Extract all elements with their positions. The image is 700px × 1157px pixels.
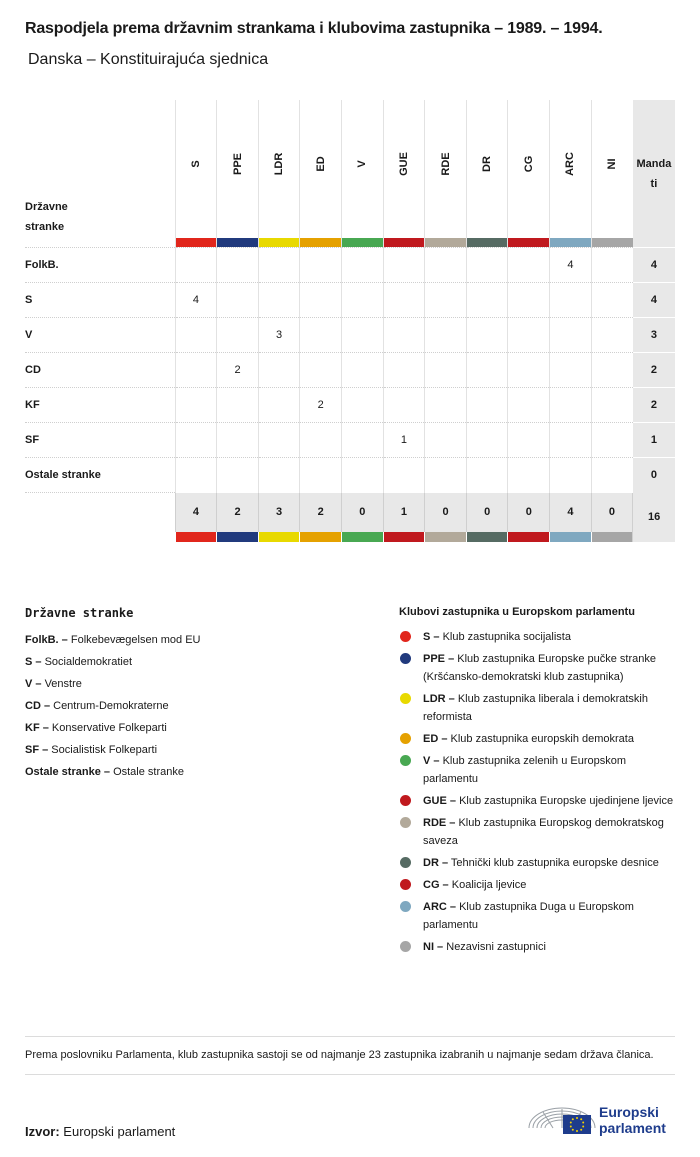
row-total: 3 [633, 318, 675, 353]
seat-cell [383, 353, 425, 388]
seat-distribution-table [25, 100, 675, 542]
seat-cell [591, 388, 633, 423]
seat-cell [342, 423, 384, 458]
logo-line2: parlament [599, 1120, 666, 1136]
club-column-header [342, 100, 384, 248]
table-row [25, 388, 675, 423]
column-total: 1 [383, 493, 425, 533]
seat-cell [217, 318, 259, 353]
seat-cell [508, 458, 550, 493]
club-color-bar [342, 238, 383, 247]
party-legend-item [25, 651, 365, 673]
club-header-label: ARC [564, 152, 577, 176]
club-color-bar [467, 238, 508, 247]
party-name: KF [25, 388, 175, 423]
seat-cell [258, 248, 300, 283]
seat-cell [466, 248, 508, 283]
row-total: 2 [633, 388, 675, 423]
club-legend-name: Klub zastupnika liberala i demokratskih reformista [423, 693, 648, 723]
seat-cell [300, 248, 342, 283]
party-legend-abbr: FolkB. – [25, 634, 68, 646]
club-color-dot [400, 755, 411, 766]
seat-cell [466, 353, 508, 388]
club-legend-abbr: PPE – [423, 653, 455, 665]
seat-cell [342, 248, 384, 283]
club-legend-name: Klub zastupnika zelenih u Europskom parlamentu [423, 755, 627, 785]
club-legend-abbr: V – [423, 755, 440, 767]
club-color-dot [400, 941, 411, 952]
club-column-header [175, 100, 217, 248]
seat-cell [258, 353, 300, 388]
seat-cell [425, 353, 467, 388]
table-row [25, 353, 675, 388]
column-total: 0 [508, 493, 550, 533]
club-color-bar [508, 238, 549, 247]
seat-cell: 2 [300, 388, 342, 423]
party-name: SF [25, 423, 175, 458]
seat-cell [550, 318, 592, 353]
seat-cell [217, 458, 259, 493]
party-legend-item [25, 629, 365, 651]
chart-subtitle: Danska – Konstituirajuća sjednica [28, 51, 269, 68]
club-legend-title: Klubovi zastupnika u Europskom parlamentu [399, 606, 635, 618]
club-legend-item [399, 854, 679, 872]
club-header-label: LDR [273, 152, 286, 176]
seat-cell [550, 388, 592, 423]
hemicycle-icon [527, 1098, 597, 1138]
party-legend-abbr: CD – [25, 700, 51, 712]
club-legend-abbr: S – [423, 631, 440, 643]
club-legend-item [399, 730, 679, 748]
club-legend-abbr: ARC – [423, 901, 457, 913]
club-column-header [425, 100, 467, 248]
club-color-dot [400, 733, 411, 744]
column-total: 4 [175, 493, 217, 533]
seat-cell [591, 458, 633, 493]
party-legend-abbr: KF – [25, 722, 49, 734]
table-row [25, 458, 675, 493]
seat-cell [466, 283, 508, 318]
club-legend-name: Klub zastupnika Duga u Europskom parlamentu [423, 901, 634, 931]
club-header-label: RDE [439, 152, 452, 176]
club-color-dot [400, 901, 411, 912]
club-color-dot [400, 653, 411, 664]
party-legend-name: Folkebevægelsen mod EU [70, 634, 201, 646]
party-legend-name: Centrum-Demokraterne [53, 700, 169, 712]
seat-cell [508, 318, 550, 353]
column-total: 4 [550, 493, 592, 533]
seat-cell [258, 423, 300, 458]
color-bars-blank [25, 532, 175, 542]
party-legend-item [25, 761, 365, 783]
party-legend-name: Konservative Folkeparti [51, 722, 167, 734]
seat-cell [258, 388, 300, 423]
club-header-label: NI [606, 158, 619, 170]
seat-cell [258, 458, 300, 493]
seat-cell [217, 248, 259, 283]
seat-cell [466, 318, 508, 353]
seat-cell [217, 283, 259, 318]
seat-cell: 1 [383, 423, 425, 458]
club-column-header [591, 100, 633, 248]
seat-cell [217, 423, 259, 458]
seat-cell [425, 283, 467, 318]
club-legend-abbr: LDR – [423, 693, 455, 705]
club-color-bar [300, 532, 342, 542]
seat-cell [591, 318, 633, 353]
seat-cell [342, 283, 384, 318]
club-color-bar [175, 532, 217, 542]
club-header-label: S [189, 160, 202, 168]
seat-cell [175, 458, 217, 493]
seat-cell [425, 423, 467, 458]
club-legend-abbr: RDE – [423, 817, 456, 829]
club-color-bar [217, 532, 259, 542]
seat-cell [175, 318, 217, 353]
club-legend-abbr: CG – [423, 879, 449, 891]
club-header-label: GUE [397, 152, 410, 176]
club-legend-name: Klub zastupnika socijalista [442, 631, 571, 643]
row-total: 4 [633, 283, 675, 318]
seat-cell [258, 283, 300, 318]
seat-cell [342, 353, 384, 388]
totals-row-blank [25, 493, 175, 533]
party-legend-abbr: SF – [25, 744, 49, 756]
party-legend [25, 606, 365, 783]
club-legend-item [399, 752, 679, 788]
seat-cell [175, 423, 217, 458]
seat-cell [383, 248, 425, 283]
party-legend-item [25, 695, 365, 717]
seat-cell [300, 283, 342, 318]
source-label: Izvor: [25, 1124, 60, 1139]
row-total: 4 [633, 248, 675, 283]
column-total: 0 [591, 493, 633, 533]
club-legend-name: Klub zastupnika Europske pučke stranke (Kršćansko-demokratski klub zastupnika) [423, 653, 656, 683]
party-legend-title: Državne stranke [25, 606, 134, 620]
seat-cell [300, 353, 342, 388]
club-color-bar [425, 238, 466, 247]
party-legend-name: Venstre [44, 678, 82, 690]
club-column-header [466, 100, 508, 248]
seat-cell [425, 318, 467, 353]
seat-cell [383, 283, 425, 318]
party-name: V [25, 318, 175, 353]
party-column-header: Državne stranke [25, 201, 68, 233]
party-legend-abbr: Ostale stranke – [25, 766, 110, 778]
club-legend-item [399, 814, 679, 850]
seat-cell [508, 423, 550, 458]
club-legend-abbr: DR – [423, 857, 449, 869]
club-color-bar [383, 532, 425, 542]
club-legend-abbr: GUE – [423, 795, 457, 807]
seat-cell [591, 248, 633, 283]
seat-cell [425, 458, 467, 493]
club-header-label: DR [481, 156, 494, 172]
party-legend-name: Ostale stranke [113, 766, 184, 778]
table-row [25, 423, 675, 458]
party-name: CD [25, 353, 175, 388]
club-legend-item [399, 690, 679, 726]
club-legend-item [399, 650, 679, 686]
club-legend [399, 606, 679, 960]
club-color-bar [258, 532, 300, 542]
seat-cell [300, 458, 342, 493]
column-total: 2 [217, 493, 259, 533]
club-legend-item [399, 628, 679, 646]
club-legend-item [399, 898, 679, 934]
seat-cell [175, 248, 217, 283]
club-column-header [300, 100, 342, 248]
seat-cell [342, 458, 384, 493]
footnote: Prema poslovniku Parlamenta, klub zastupnika sastoji se od najmanje 23 zastupnika izabranih u najmanje sedam država članica. [25, 1036, 675, 1075]
club-column-header [508, 100, 550, 248]
seat-cell [300, 423, 342, 458]
club-legend-name: Tehnički klub zastupnika europske desnice [450, 857, 659, 869]
club-color-bar [550, 532, 592, 542]
club-legend-name: Klub zastupnika Europske ujedinjene ljevice [459, 795, 674, 807]
club-color-bar [384, 238, 425, 247]
seat-cell [550, 353, 592, 388]
seat-cell [300, 318, 342, 353]
party-legend-abbr: V – [25, 678, 42, 690]
seat-cell: 3 [258, 318, 300, 353]
club-color-bar [591, 532, 633, 542]
seat-cell [342, 388, 384, 423]
seat-cell [466, 458, 508, 493]
table-row [25, 283, 675, 318]
european-parliament-logo [527, 1098, 677, 1138]
club-legend-name: Klub zastupnika europskih demokrata [450, 733, 634, 745]
seat-cell [175, 353, 217, 388]
club-legend-abbr: ED – [423, 733, 448, 745]
club-legend-abbr: NI – [423, 941, 444, 953]
seat-cell [425, 388, 467, 423]
club-header-label: V [356, 160, 369, 168]
column-total: 2 [300, 493, 342, 533]
club-legend-item [399, 792, 679, 810]
seat-cell: 2 [217, 353, 259, 388]
club-color-bar [592, 238, 633, 247]
column-total: 0 [342, 493, 384, 533]
club-color-bar [300, 238, 341, 247]
club-color-bar [550, 238, 591, 247]
seat-cell [383, 388, 425, 423]
seat-cell: 4 [550, 248, 592, 283]
club-color-dot [400, 879, 411, 890]
party-legend-name: Socialistisk Folkeparti [51, 744, 158, 756]
seat-cell: 4 [175, 283, 217, 318]
party-legend-abbr: S – [25, 656, 42, 668]
column-total: 0 [466, 493, 508, 533]
seat-cell [550, 283, 592, 318]
club-column-header [217, 100, 259, 248]
seat-cell [550, 458, 592, 493]
seat-cell [591, 283, 633, 318]
club-color-dot [400, 693, 411, 704]
party-name: Ostale stranke [25, 458, 175, 493]
seat-cell [425, 248, 467, 283]
party-legend-item [25, 739, 365, 761]
source [25, 1124, 175, 1139]
seat-cell [591, 353, 633, 388]
club-header-label: ED [314, 156, 327, 172]
club-color-bar [508, 532, 550, 542]
row-total: 0 [633, 458, 675, 493]
seat-cell [550, 423, 592, 458]
club-color-bar [425, 532, 467, 542]
column-total: 0 [425, 493, 467, 533]
seat-cell [466, 423, 508, 458]
party-name: FolkB. [25, 248, 175, 283]
grand-total: 16 [633, 493, 675, 543]
club-color-bar [217, 238, 258, 247]
party-legend-item [25, 717, 365, 739]
source-value: Europski parlament [63, 1124, 176, 1139]
club-header-label: CG [522, 155, 535, 173]
club-legend-name: Koalicija ljevice [451, 879, 527, 891]
table-row [25, 318, 675, 353]
seat-cell [508, 353, 550, 388]
logo-line1: Europski [599, 1104, 659, 1120]
club-column-header [383, 100, 425, 248]
club-color-bar [466, 532, 508, 542]
row-total: 2 [633, 353, 675, 388]
color-bars-row [25, 532, 675, 542]
seat-cell [508, 283, 550, 318]
club-color-dot [400, 631, 411, 642]
seat-cell [508, 248, 550, 283]
seat-cell [591, 423, 633, 458]
club-color-bar [259, 238, 300, 247]
seat-cell [383, 318, 425, 353]
club-column-header [550, 100, 592, 248]
club-header-label: PPE [231, 152, 244, 176]
seat-cell [175, 388, 217, 423]
club-legend-name: Nezavisni zastupnici [446, 941, 546, 953]
club-color-dot [400, 857, 411, 868]
club-color-dot [400, 795, 411, 806]
club-color-bar [176, 238, 217, 247]
club-legend-item [399, 938, 679, 956]
club-legend-item [399, 876, 679, 894]
table-row [25, 248, 675, 283]
seat-cell [508, 388, 550, 423]
party-legend-name: Socialdemokratiet [44, 656, 133, 668]
total-column-header: Manda ti [633, 100, 675, 248]
column-total: 3 [258, 493, 300, 533]
seat-cell [217, 388, 259, 423]
party-legend-item [25, 673, 365, 695]
club-column-header [258, 100, 300, 248]
seat-cell [342, 318, 384, 353]
chart-title: Raspodjela prema državnim strankama i klubovima zastupnika – 1989. – 1994. [25, 20, 603, 37]
totals-row [25, 493, 675, 533]
club-color-bar [342, 532, 384, 542]
seat-cell [466, 388, 508, 423]
row-total: 1 [633, 423, 675, 458]
club-color-dot [400, 817, 411, 828]
party-name: S [25, 283, 175, 318]
seat-cell [383, 458, 425, 493]
club-legend-name: Klub zastupnika Europskog demokratskog saveza [423, 817, 664, 847]
